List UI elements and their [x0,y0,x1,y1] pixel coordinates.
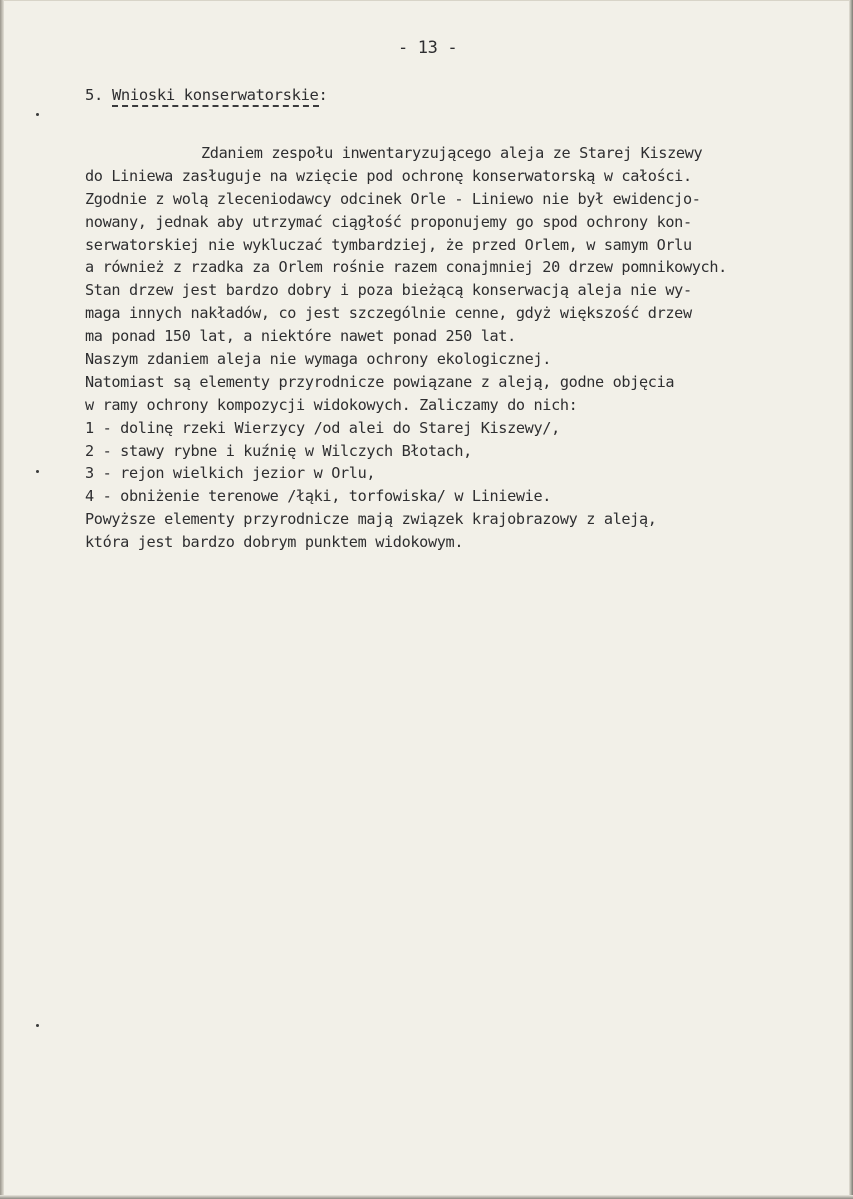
margin-mark [36,113,39,116]
body-line: Zgodnie z wolą zleceniodawcy odcinek Orle - Liniewo nie był ewidencjo- [85,189,701,208]
body-text [0,142,853,554]
body-line: Powyższe elementy przyrodnicze mają związek krajobrazowy z aleją, [85,510,657,529]
page-number: - 13 - [398,38,458,58]
body-line: a również z rzadka za Orlem rośnie razem conajmniej 20 drzew pomnikowych. [85,258,727,277]
margin-mark [36,470,39,473]
section-heading [85,86,328,104]
section-number: 5. [85,86,103,104]
body-line: serwatorskiej nie wykluczać tymbardziej, że przed Orlem, w samym Orlu [85,235,692,254]
section-title-colon: : [318,86,328,104]
list-item: 2 - stawy rybne i kuźnię w Wilczych Błotach, [85,441,472,460]
list-item: 3 - rejon wielkich jezior w Orlu, [85,464,376,483]
body-line: maga innych nakładów, co jest szczególnie cenne, gdyż większość drzew [85,304,692,323]
body-line: ma ponad 150 lat, a niektóre nawet ponad 250 lat. [85,327,516,346]
body-line: Natomiast są elementy przyrodnicze powiązane z aleją, godne objęcia [85,372,675,391]
body-line: Zdaniem zespołu inwentaryzującego aleja ze Starej Kiszewy [201,144,703,162]
body-line: która jest bardzo dobrym punktem widokowym. [85,533,464,552]
body-line: Stan drzew jest bardzo dobry i poza bieżącą konserwacją aleja nie wy- [85,281,692,300]
list-item: 1 - dolinę rzeki Wierzycy /od alei do Starej Kiszewy/, [85,418,560,437]
body-line: w ramy ochrony kompozycji widokowych. Zaliczamy do nich: [85,395,578,414]
body-line: Naszym zdaniem aleja nie wymaga ochrony ekologicznej. [85,350,552,369]
section-title: Wnioski konserwatorskie [112,86,319,107]
page-edge-bottom [0,1195,853,1199]
body-line: do Liniewa zasługuje na wzięcie pod ochronę konserwatorską w całości. [85,166,692,185]
list-item: 4 - obniżenie terenowe /łąki, torfowiska/ w Liniewie. [85,487,552,506]
body-line: nowany, jednak aby utrzymać ciągłość proponujemy go spod ochrony kon- [85,212,692,231]
margin-mark [36,1024,39,1027]
